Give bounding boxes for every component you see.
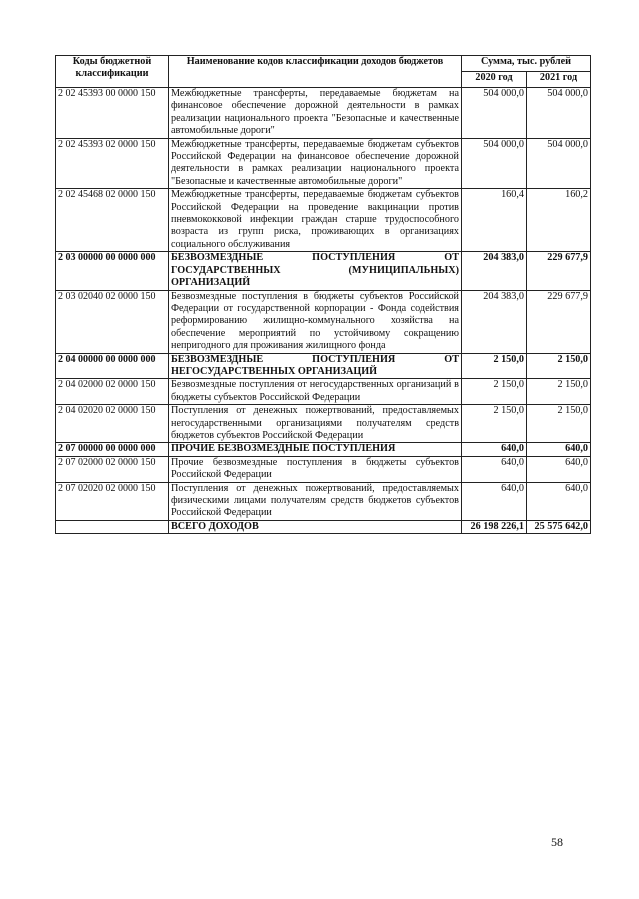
code-cell: 2 07 00000 00 0000 000: [56, 443, 169, 456]
name-cell: Межбюджетные трансферты, передаваемые бюджетам на финансовое обеспечение дорожной деятельности в рамках реализации национального проекта "Безопасные и качественные автомобильные дороги": [169, 88, 462, 139]
total-row: [56, 520, 591, 533]
table-row: [56, 189, 591, 252]
value-2020-cell: 204 383,0: [462, 252, 527, 290]
total-2021: 25 575 642,0: [527, 520, 591, 533]
table-row: [56, 252, 591, 290]
value-2020-cell: 204 383,0: [462, 290, 527, 353]
code-cell: 2 07 02020 02 0000 150: [56, 482, 169, 520]
table-row: [56, 405, 591, 443]
table-row: [56, 456, 591, 482]
value-2021-cell: 229 677,9: [527, 290, 591, 353]
code-cell: 2 04 00000 00 0000 000: [56, 353, 169, 379]
value-2021-cell: 640,0: [527, 443, 591, 456]
table-row: [56, 443, 591, 456]
code-cell: 2 04 02000 02 0000 150: [56, 379, 169, 405]
value-2020-cell: 2 150,0: [462, 405, 527, 443]
value-2021-cell: 504 000,0: [527, 88, 591, 139]
table-row: [56, 482, 591, 520]
value-2020-cell: 640,0: [462, 456, 527, 482]
name-cell: Поступления от денежных пожертвований, предоставляемых физическими лицами получателям средств бюджетов субъектов Российской Федерации: [169, 482, 462, 520]
code-cell: 2 02 45393 02 0000 150: [56, 138, 169, 189]
name-cell: ПРОЧИЕ БЕЗВОЗМЕЗДНЫЕ ПОСТУПЛЕНИЯ: [169, 443, 462, 456]
value-2021-cell: 640,0: [527, 482, 591, 520]
code-cell: 2 03 00000 00 0000 000: [56, 252, 169, 290]
header-name: Наименование кодов классификации доходов бюджетов: [169, 56, 462, 88]
code-cell: 2 03 02040 02 0000 150: [56, 290, 169, 353]
name-cell: БЕЗВОЗМЕЗДНЫЕ ПОСТУПЛЕНИЯ ОТ НЕГОСУДАРСТВЕННЫХ ОРГАНИЗАЦИЙ: [169, 353, 462, 379]
table-row: [56, 88, 591, 139]
name-cell: Поступления от денежных пожертвований, предоставляемых негосударственными организациями получателям средств бюджетов субъектов Российской Федерации: [169, 405, 462, 443]
value-2020-cell: 504 000,0: [462, 138, 527, 189]
table-row: [56, 290, 591, 353]
value-2021-cell: 2 150,0: [527, 379, 591, 405]
value-2021-cell: 2 150,0: [527, 405, 591, 443]
table-row: [56, 379, 591, 405]
code-cell: 2 04 02020 02 0000 150: [56, 405, 169, 443]
value-2020-cell: 640,0: [462, 443, 527, 456]
name-cell: Межбюджетные трансферты, передаваемые бюджетам субъектов Российской Федерации на финансовое обеспечение дорожной деятельности в рамках реализации национального проекта "Безопасные и качественные автомобильные дороги": [169, 138, 462, 189]
name-cell: Безвозмездные поступления в бюджеты субъектов Российской Федерации от государственной корпорации - Фонда содействия реформированию жилищно-коммунального хозяйства на обеспечение мероприятий по устойчивому сокращению непригодного для проживания жилищного фонда: [169, 290, 462, 353]
value-2020-cell: 2 150,0: [462, 353, 527, 379]
value-2021-cell: 2 150,0: [527, 353, 591, 379]
table-body: [56, 88, 591, 534]
value-2021-cell: 640,0: [527, 456, 591, 482]
name-cell: Безвозмездные поступления от негосударственных организаций в бюджеты субъектов Российской Федерации: [169, 379, 462, 405]
revenue-table: [55, 55, 591, 534]
code-cell: 2 02 45393 00 0000 150: [56, 88, 169, 139]
total-code-cell: [56, 520, 169, 533]
code-cell: 2 07 02000 02 0000 150: [56, 456, 169, 482]
value-2021-cell: 504 000,0: [527, 138, 591, 189]
page-number: 58: [551, 835, 563, 849]
value-2020-cell: 504 000,0: [462, 88, 527, 139]
total-label: ВСЕГО ДОХОДОВ: [169, 520, 462, 533]
value-2020-cell: 160,4: [462, 189, 527, 252]
table-row: [56, 138, 591, 189]
table-row: [56, 353, 591, 379]
name-cell: Межбюджетные трансферты, передаваемые бюджетам субъектов Российской Федерации на проведение вакцинации против пневмококковой инфекции граждан старше трудоспособного возраста из групп риска, проживающих в организациях социального обслуживания: [169, 189, 462, 252]
total-2020: 26 198 226,1: [462, 520, 527, 533]
code-cell: 2 02 45468 02 0000 150: [56, 189, 169, 252]
header-sum: Сумма, тыс. рублей: [462, 56, 591, 72]
header-year-2020: 2020 год: [462, 72, 527, 88]
name-cell: БЕЗВОЗМЕЗДНЫЕ ПОСТУПЛЕНИЯ ОТ ГОСУДАРСТВЕННЫХ (МУНИЦИПАЛЬНЫХ) ОРГАНИЗАЦИЙ: [169, 252, 462, 290]
name-cell: Прочие безвозмездные поступления в бюджеты субъектов Российской Федерации: [169, 456, 462, 482]
header-year-2021: 2021 год: [527, 72, 591, 88]
value-2021-cell: 229 677,9: [527, 252, 591, 290]
value-2020-cell: 2 150,0: [462, 379, 527, 405]
value-2021-cell: 160,2: [527, 189, 591, 252]
header-codes: Коды бюджетной классификации: [56, 56, 169, 88]
value-2020-cell: 640,0: [462, 482, 527, 520]
